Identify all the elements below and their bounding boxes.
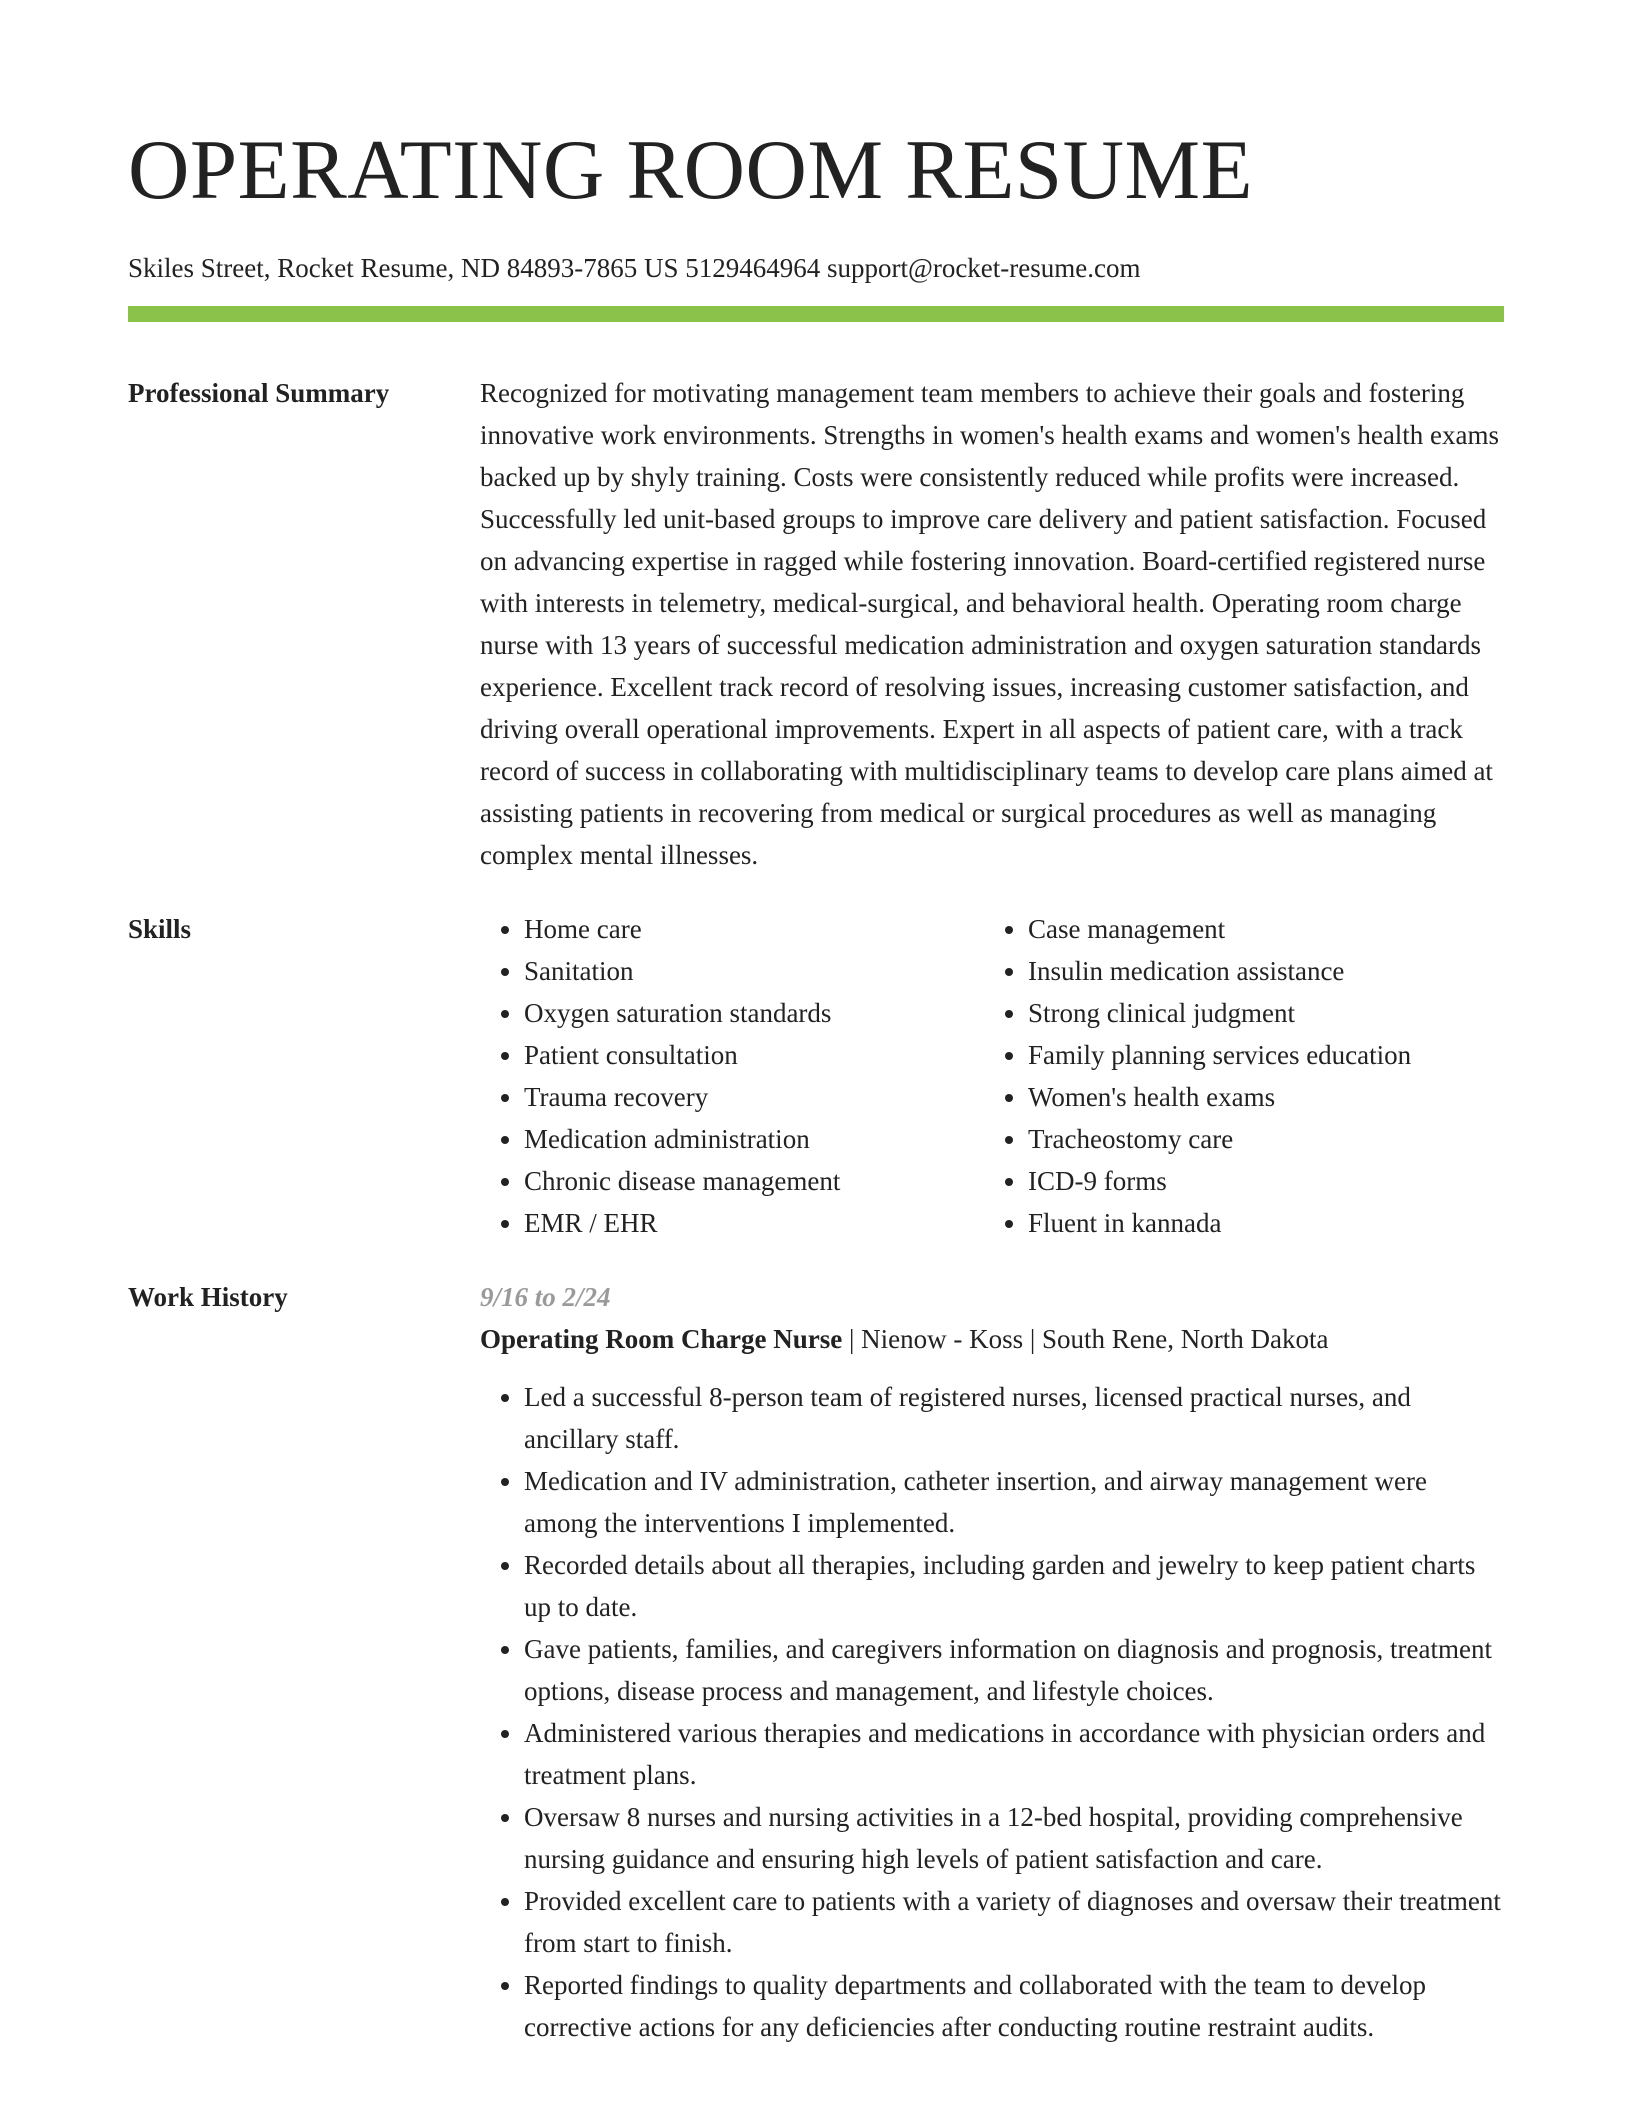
skill-item: • Oxygen saturation standards: [524, 992, 984, 1034]
skill-item: • Insulin medication assistance: [1028, 950, 1504, 992]
summary-text: Recognized for motivating management team members to achieve their goals and fostering innovative work environments. Strengths in women's health exams and women's health exams backed up by shyly training. Costs were consistently reduced while profits were increased. Successfully led unit-based groups to improve care delivery and patient satisfaction. Focused on advancing expertise in ragged while fostering innovation. Board-certified registered nurse with interests in telemetry, medical-surgical, and behavioral health. Operating room charge nurse with 13 years of successful medication administration and oxygen saturation standards experience. Excellent track record of resolving issues, increasing customer satisfaction, and driving overall operational improvements. Expert in all aspects of patient care, with a track record of success in collaborating with multidisciplinary teams to develop care plans aimed at assisting patients in recovering from medical or surgical procedures as well as managing complex mental illnesses.: [480, 378, 1500, 870]
skill-item: • Trauma recovery: [524, 1076, 984, 1118]
skill-item: • Home care: [524, 908, 984, 950]
skill-item: • ICD-9 forms: [1028, 1160, 1504, 1202]
job-bullet: • Administered various therapies and medications in accordance with physician orders and treatment plans.: [524, 1712, 1504, 1796]
skill-item: • Family planning services education: [1028, 1034, 1504, 1076]
skills-list-right: [984, 908, 1504, 1244]
work-history-section: [128, 1276, 1504, 2048]
skills-columns: [480, 908, 1504, 1244]
job-bullet: • Medication and IV administration, catheter insertion, and airway management were among the interventions I implemented.: [524, 1460, 1504, 1544]
skill-item: • Case management: [1028, 908, 1504, 950]
skill-item: • Chronic disease management: [524, 1160, 984, 1202]
job-title: Operating Room Charge Nurse: [480, 1324, 843, 1354]
job-dates: 9/16 to 2/24: [480, 1282, 611, 1312]
header-accent-bar: [128, 306, 1504, 322]
contact-line: [128, 250, 1504, 286]
section-label-work-history: Work History: [128, 1282, 288, 1312]
job-bullet: • Recorded details about all therapies, including garden and jewelry to keep patient charts up to date.: [524, 1544, 1504, 1628]
contact-email: support@rocket-resume.com: [826, 253, 1141, 283]
skill-item: • Patient consultation: [524, 1034, 984, 1076]
job-bullet: • Led a successful 8-person team of registered nurses, licensed practical nurses, and ancillary staff.: [524, 1376, 1504, 1460]
job-heading: [480, 1318, 1504, 1360]
section-label-skills: Skills: [128, 914, 192, 944]
resume-title: OPERATING ROOM RESUME: [128, 123, 1254, 217]
resume-page: [128, 0, 1504, 2048]
skills-section: [128, 908, 1504, 1244]
skill-item: • Medication administration: [524, 1118, 984, 1160]
skill-item: • Fluent in kannada: [1028, 1202, 1504, 1244]
job-employer-location: | Nienow - Koss | South Rene, North Dakota: [842, 1324, 1329, 1354]
skill-item: • Tracheostomy care: [1028, 1118, 1504, 1160]
skill-item: • EMR / EHR: [524, 1202, 984, 1244]
summary-body: [480, 372, 1504, 876]
skill-item: • Strong clinical judgment: [1028, 992, 1504, 1034]
job-bullet: • Provided excellent care to patients with a variety of diagnoses and oversaw their treatment from start to finish.: [524, 1880, 1504, 1964]
skill-item: • Women's health exams: [1028, 1076, 1504, 1118]
job-bullet: • Oversaw 8 nurses and nursing activities in a 12-bed hospital, providing comprehensive nursing guidance and ensuring high levels of patient satisfaction and care.: [524, 1796, 1504, 1880]
job-bullet-list: [480, 1376, 1504, 2048]
job-bullet: • Gave patients, families, and caregivers information on diagnosis and prognosis, treatment options, disease process and management, and lifestyle choices.: [524, 1628, 1504, 1712]
skills-list-left: [480, 908, 984, 1244]
skill-item: • Sanitation: [524, 950, 984, 992]
contact-phone: 5129464964: [685, 253, 821, 283]
job-entry: [480, 1276, 1504, 2048]
job-bullet: • Reported findings to quality departments and collaborated with the team to develop corrective actions for any deficiencies after conducting routine restraint audits.: [524, 1964, 1504, 2048]
contact-address: Skiles Street, Rocket Resume, ND 84893-7865 US: [128, 253, 679, 283]
section-label-summary: Professional Summary: [128, 378, 390, 408]
professional-summary-section: [128, 372, 1504, 876]
